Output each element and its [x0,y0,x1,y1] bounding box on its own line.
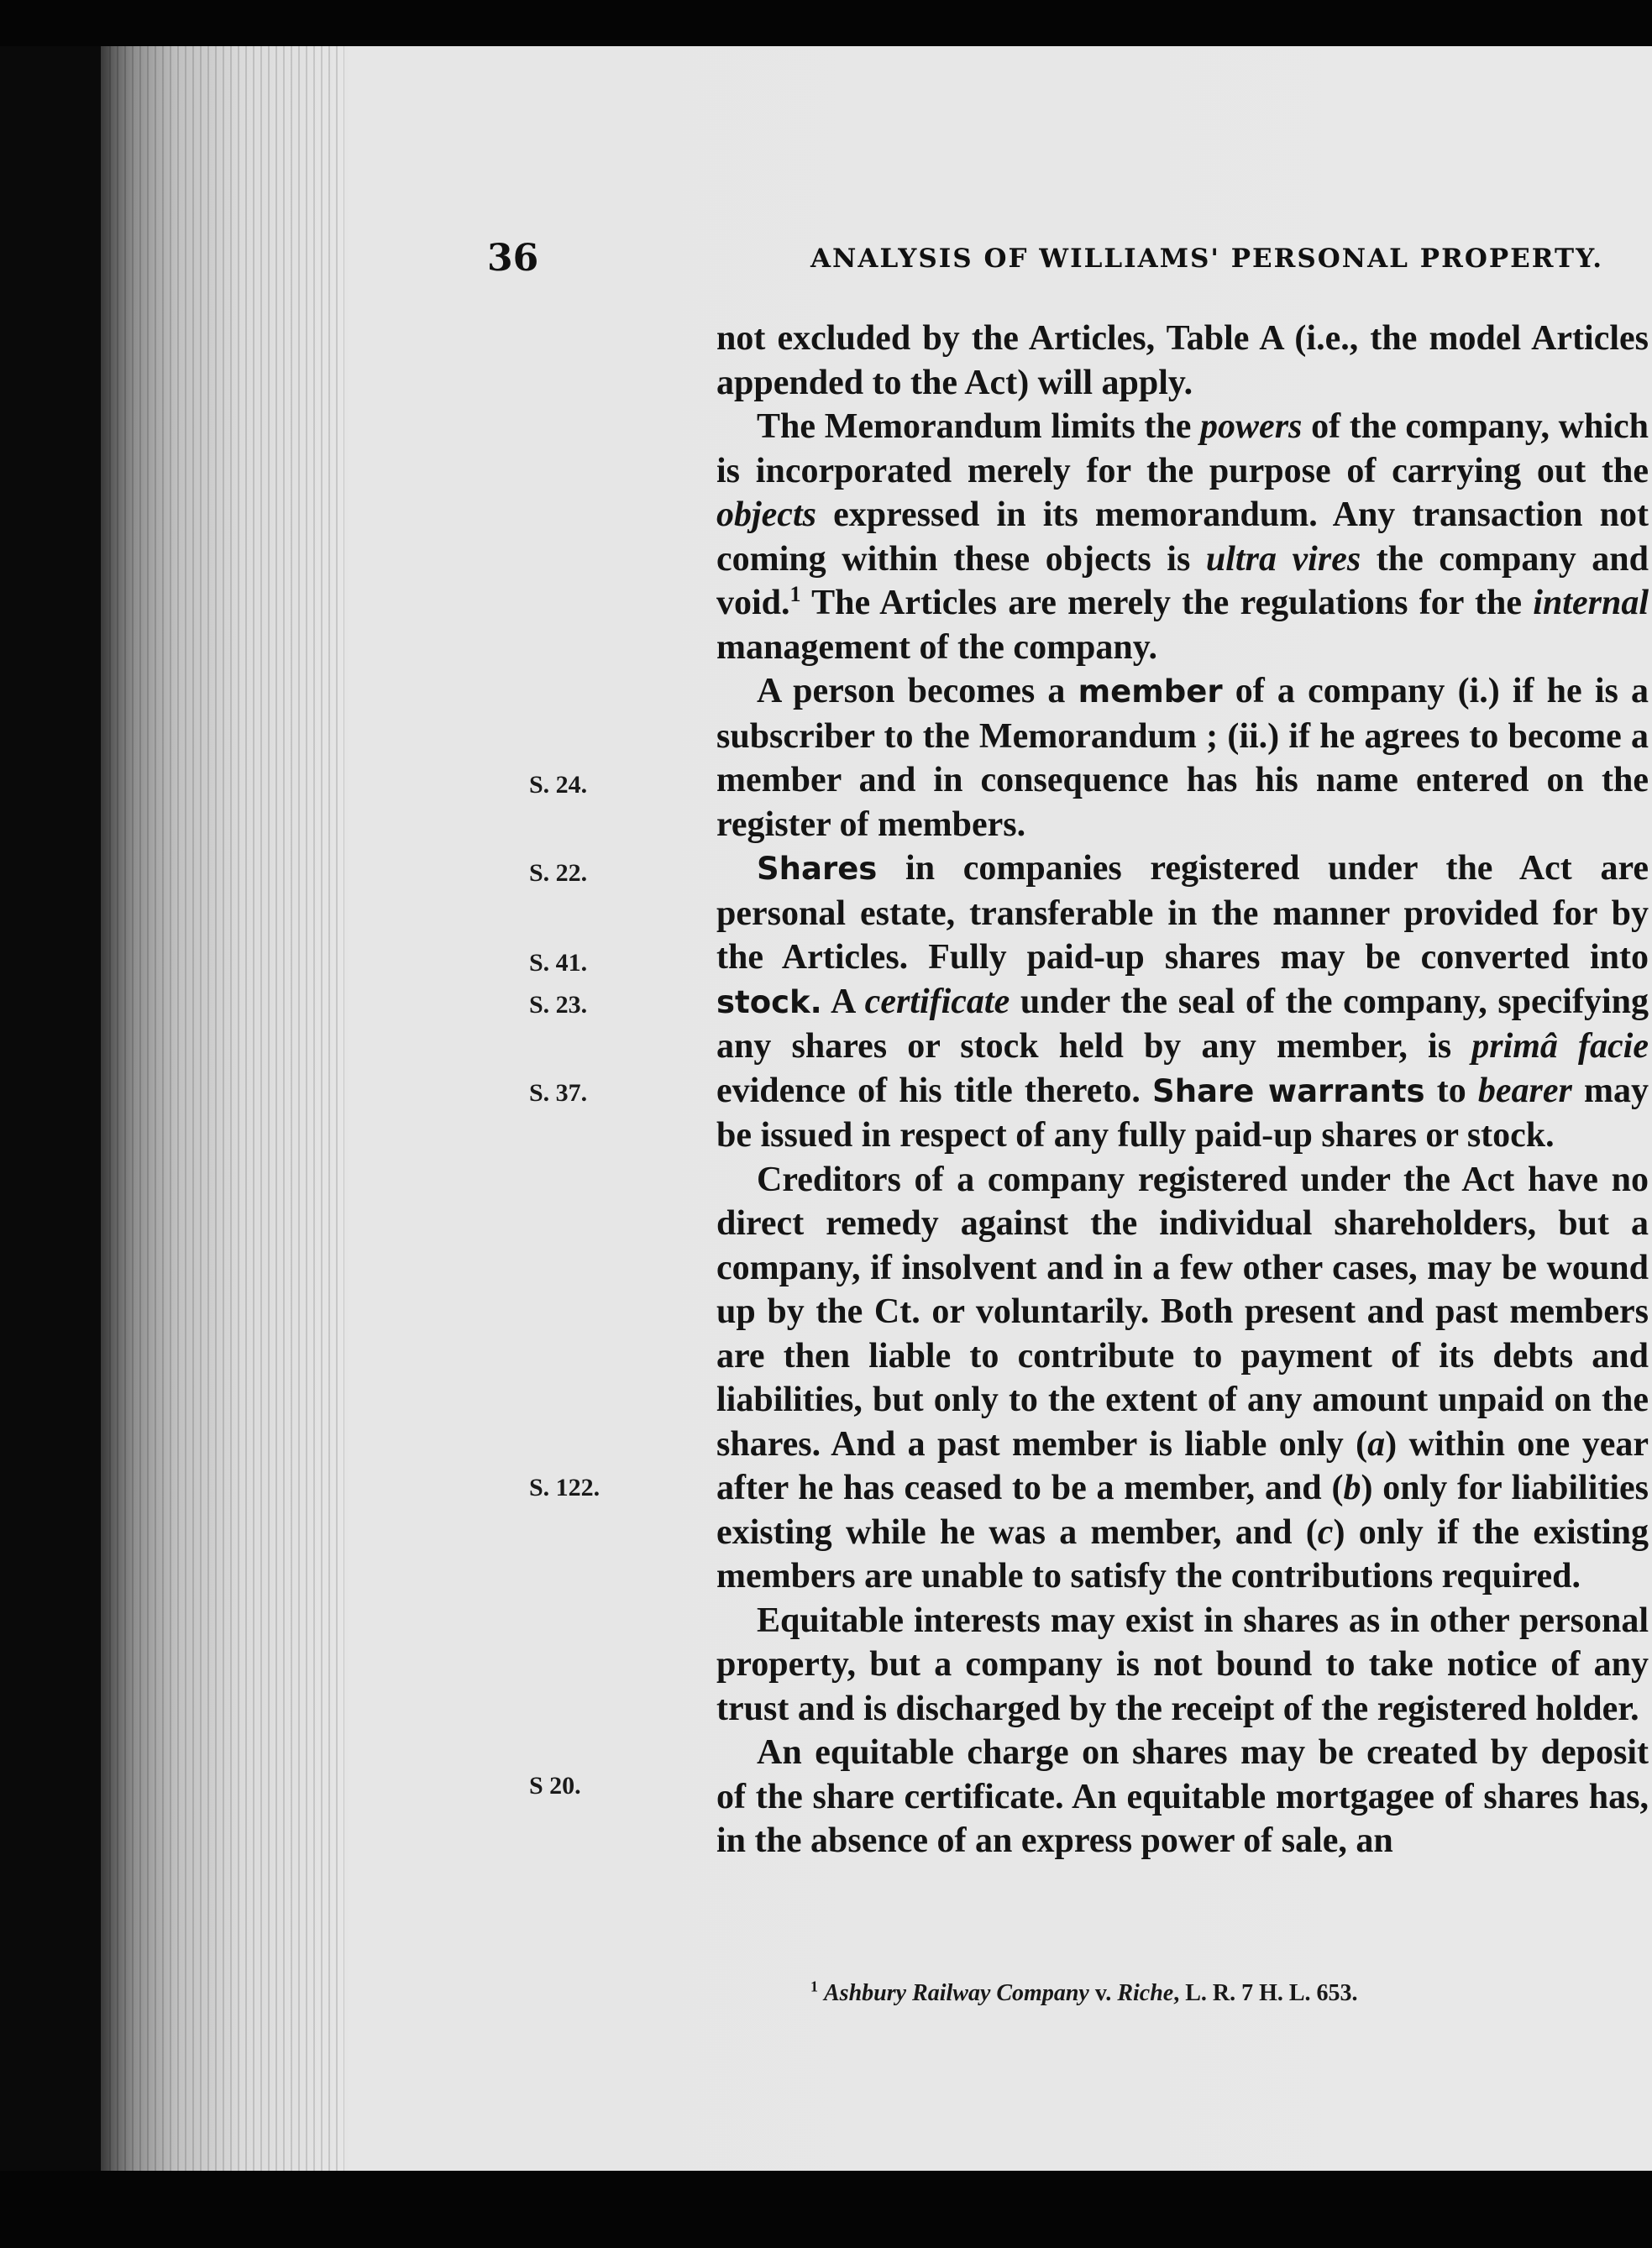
text-run: to [1424,1071,1478,1110]
italic-term-prima-facie: primâ facie [1471,1027,1649,1066]
paragraph-6 [716,1599,1649,1732]
footnote-citation: , L. R. 7 H. L. 653. [1173,1980,1358,2006]
paragraph-4 [716,846,1649,1158]
footnote-case-name: Ashbury Railway Company [824,1980,1089,2006]
italic-term-bearer: bearer [1477,1071,1572,1110]
footnote-mark: 1 [810,1978,818,1995]
paragraph-6-text: Equitable interests may exist in shares as in other personal property, but a company is not bound to take notice of any trust and is discharged by the receipt of the registered holder. [716,1601,1649,1728]
text-run: Creditors of a company registered under the Act have no direct remedy against the individual shareholders, but a company, if insolvent and in a few other cases, may be wound up by the Ct. or voluntarily. Both present and past members are then liable to contribute to payment of its debts and liabilities, but only to the extent of any amount unpaid on the shares. And a past member is liable only ( [716,1160,1649,1464]
italic-letter: c [1317,1512,1334,1552]
text-run: under the seal of the company, specifying any shares or stock held by any member, is [716,982,1649,1066]
text-run: ) within one year after he has ceased to be a member, and ( [716,1424,1649,1507]
paragraph-1 [716,317,1649,405]
bold-term-stock: stock. [716,983,822,1020]
text-run: the company and void. [716,539,1649,622]
margin-note-section-23: S. 23. [529,991,588,1019]
text-run: The Memorandum limits the [757,407,1201,446]
text-run: may be issued in respect of any fully paid-up shares or stock. [716,1071,1649,1155]
running-title: ANALYSIS OF WILLIAMS' PERSONAL PROPERTY. [810,244,1604,274]
footnote-party: Riche [1117,1980,1174,2006]
text-run: evidence of his title thereto. [716,1071,1153,1110]
text-run: of the company, which is incorporated merely for the purpose of carrying out the [716,407,1649,490]
scan-top-border [0,0,1652,46]
italic-letter: b [1343,1469,1361,1507]
paragraph-1-text: not excluded by the Articles, Table A (i.e., the model Articles appended to the Act) will apply. [716,319,1649,402]
text-run: A person becomes a [757,672,1078,710]
footnote [810,1980,1642,2007]
paragraph-7-text: An equitable charge on shares may be created by deposit of the share certificate. An equitable mortgagee of shares has, in the absence of an express power of sale, an [716,1733,1649,1860]
italic-term-powers: powers [1200,407,1303,446]
italic-term-objects: objects [716,495,816,534]
main-text-column [716,317,1649,1863]
bold-term-member: member [1078,673,1223,710]
text-run: expressed in its memorandum. Any transaction not coming within these objects is [716,495,1649,579]
margin-note-section-122: S. 122. [529,1474,600,1501]
margin-note-section-22: S. 22. [529,859,588,887]
bold-term-share-warrants: Share warrants [1152,1072,1425,1109]
text-run: The Articles are merely the regulations for the [800,584,1534,622]
text-run: ) only for liabilities existing while he was a member, and ( [716,1469,1649,1552]
paragraph-5 [716,1158,1649,1599]
text-run: in companies registered under the Act are personal estate, transferable in the manner provided for by the Articles. Fully paid-up shares may be converted into [716,849,1649,977]
footnote-reference: 1 [789,582,801,606]
paragraph-2 [716,405,1649,669]
footnote-versus: v. [1088,1980,1118,2006]
italic-letter: a [1367,1424,1386,1464]
text-run: A [821,982,865,1021]
paragraph-7 [716,1731,1649,1863]
bold-term-shares: Shares [757,851,878,887]
text-run: management of the company. [716,627,1157,667]
page-number: 36 [487,237,539,280]
text-run: ) only if the existing members are unable to satisfy the contributions required. [716,1512,1649,1596]
italic-term-ultra-vires: ultra vires [1205,539,1361,579]
italic-term-internal: internal [1533,584,1649,622]
italic-term-certificate: certificate [864,982,1010,1021]
margin-note-section-41: S. 41. [529,949,588,977]
book-binding-gutter [109,46,344,2171]
margin-note-section-37: S. 37. [529,1079,588,1107]
margin-note-section-24: S. 24. [529,771,588,799]
scan-bottom-border [0,2171,1652,2248]
paragraph-3 [716,669,1649,846]
margin-note-section-20: S 20. [529,1772,581,1800]
text-run: of a company (i.) if he is a subscriber to the Memorandum ; (ii.) if he agrees to become a member and in consequence has his name entered on the register of members. [716,672,1649,844]
